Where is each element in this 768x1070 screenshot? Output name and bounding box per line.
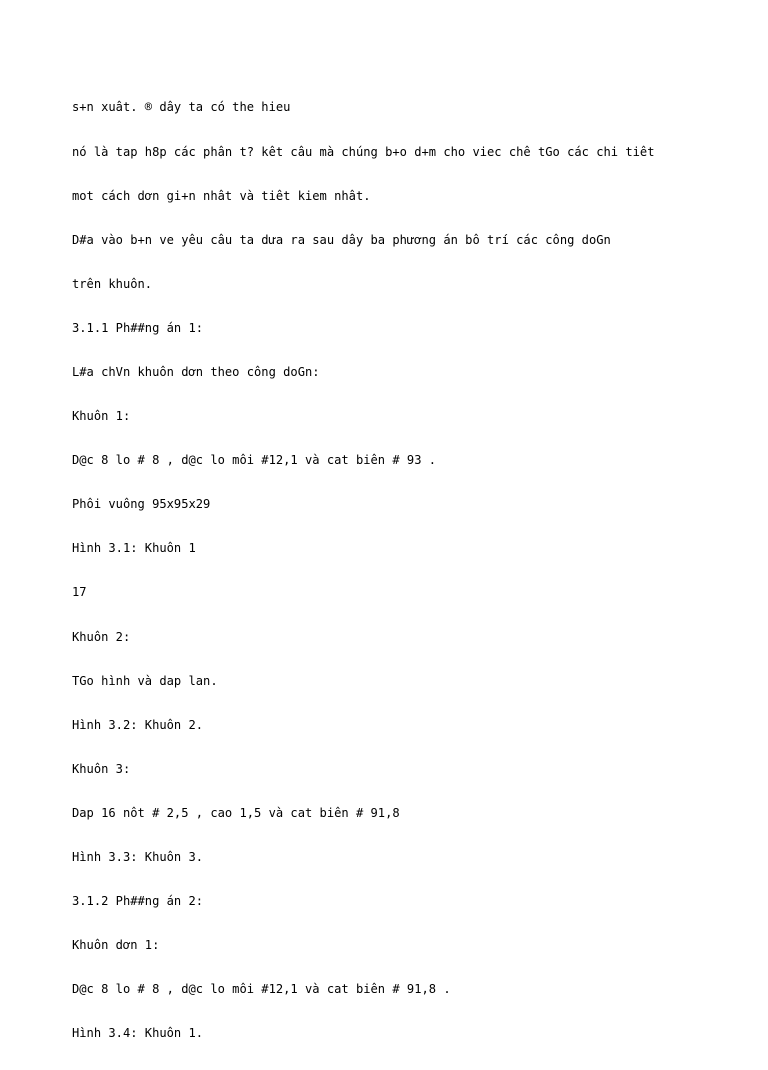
figure-caption: Hình 3.1: Khuôn 1 (72, 541, 196, 556)
figure-caption: Hình 3.4: Khuôn 1. (72, 1026, 204, 1041)
text-line: s+n xuât. ® dây ta có the hieu (72, 100, 291, 115)
subheading: Khuôn dơn 1: (72, 938, 160, 953)
figure-caption: Hình 3.2: Khuôn 2. (72, 717, 204, 732)
text-line: mot cách dơn gi+n nhât và tiêt kiem nhât. (72, 188, 371, 203)
text-line: Dap 16 nôt # 2,5 , cao 1,5 và cat biên # 91,8 (72, 805, 400, 820)
text-line: L#a chVn khuôn dơn theo công doGn: (72, 364, 320, 379)
document-text (72, 71, 712, 1070)
text-line: D#a vào b+n ve yêu câu ta dưa ra sau dây ba phương án bô trí các công doGn (72, 232, 611, 247)
subheading: Khuôn 1: (72, 409, 131, 424)
text-line: D@c 8 lo # 8 , d@c lo môi #12,1 và cat biên # 91,8 . (72, 982, 451, 997)
text-line: TGo hình và dap lan. (72, 673, 218, 688)
text-line: Phôi vuông 95x95x29 (72, 497, 211, 512)
section-heading: 3.1.2 Ph##ng án 2: (72, 894, 204, 909)
page-number: 17 (72, 585, 87, 600)
text-line: nó là tap h8p các phân t? kêt câu mà chúng b+o d+m cho viec chê tGo các chi tiêt (72, 144, 655, 159)
subheading: Khuôn 3: (72, 761, 131, 776)
text-line: D@c 8 lo # 8 , d@c lo môi #12,1 và cat biên # 93 . (72, 453, 437, 468)
text-line: trên khuôn. (72, 276, 153, 291)
figure-caption: Hình 3.3: Khuôn 3. (72, 850, 204, 864)
section-heading: 3.1.1 Ph##ng án 1: (72, 320, 204, 335)
subheading: Khuôn 2: (72, 629, 131, 644)
